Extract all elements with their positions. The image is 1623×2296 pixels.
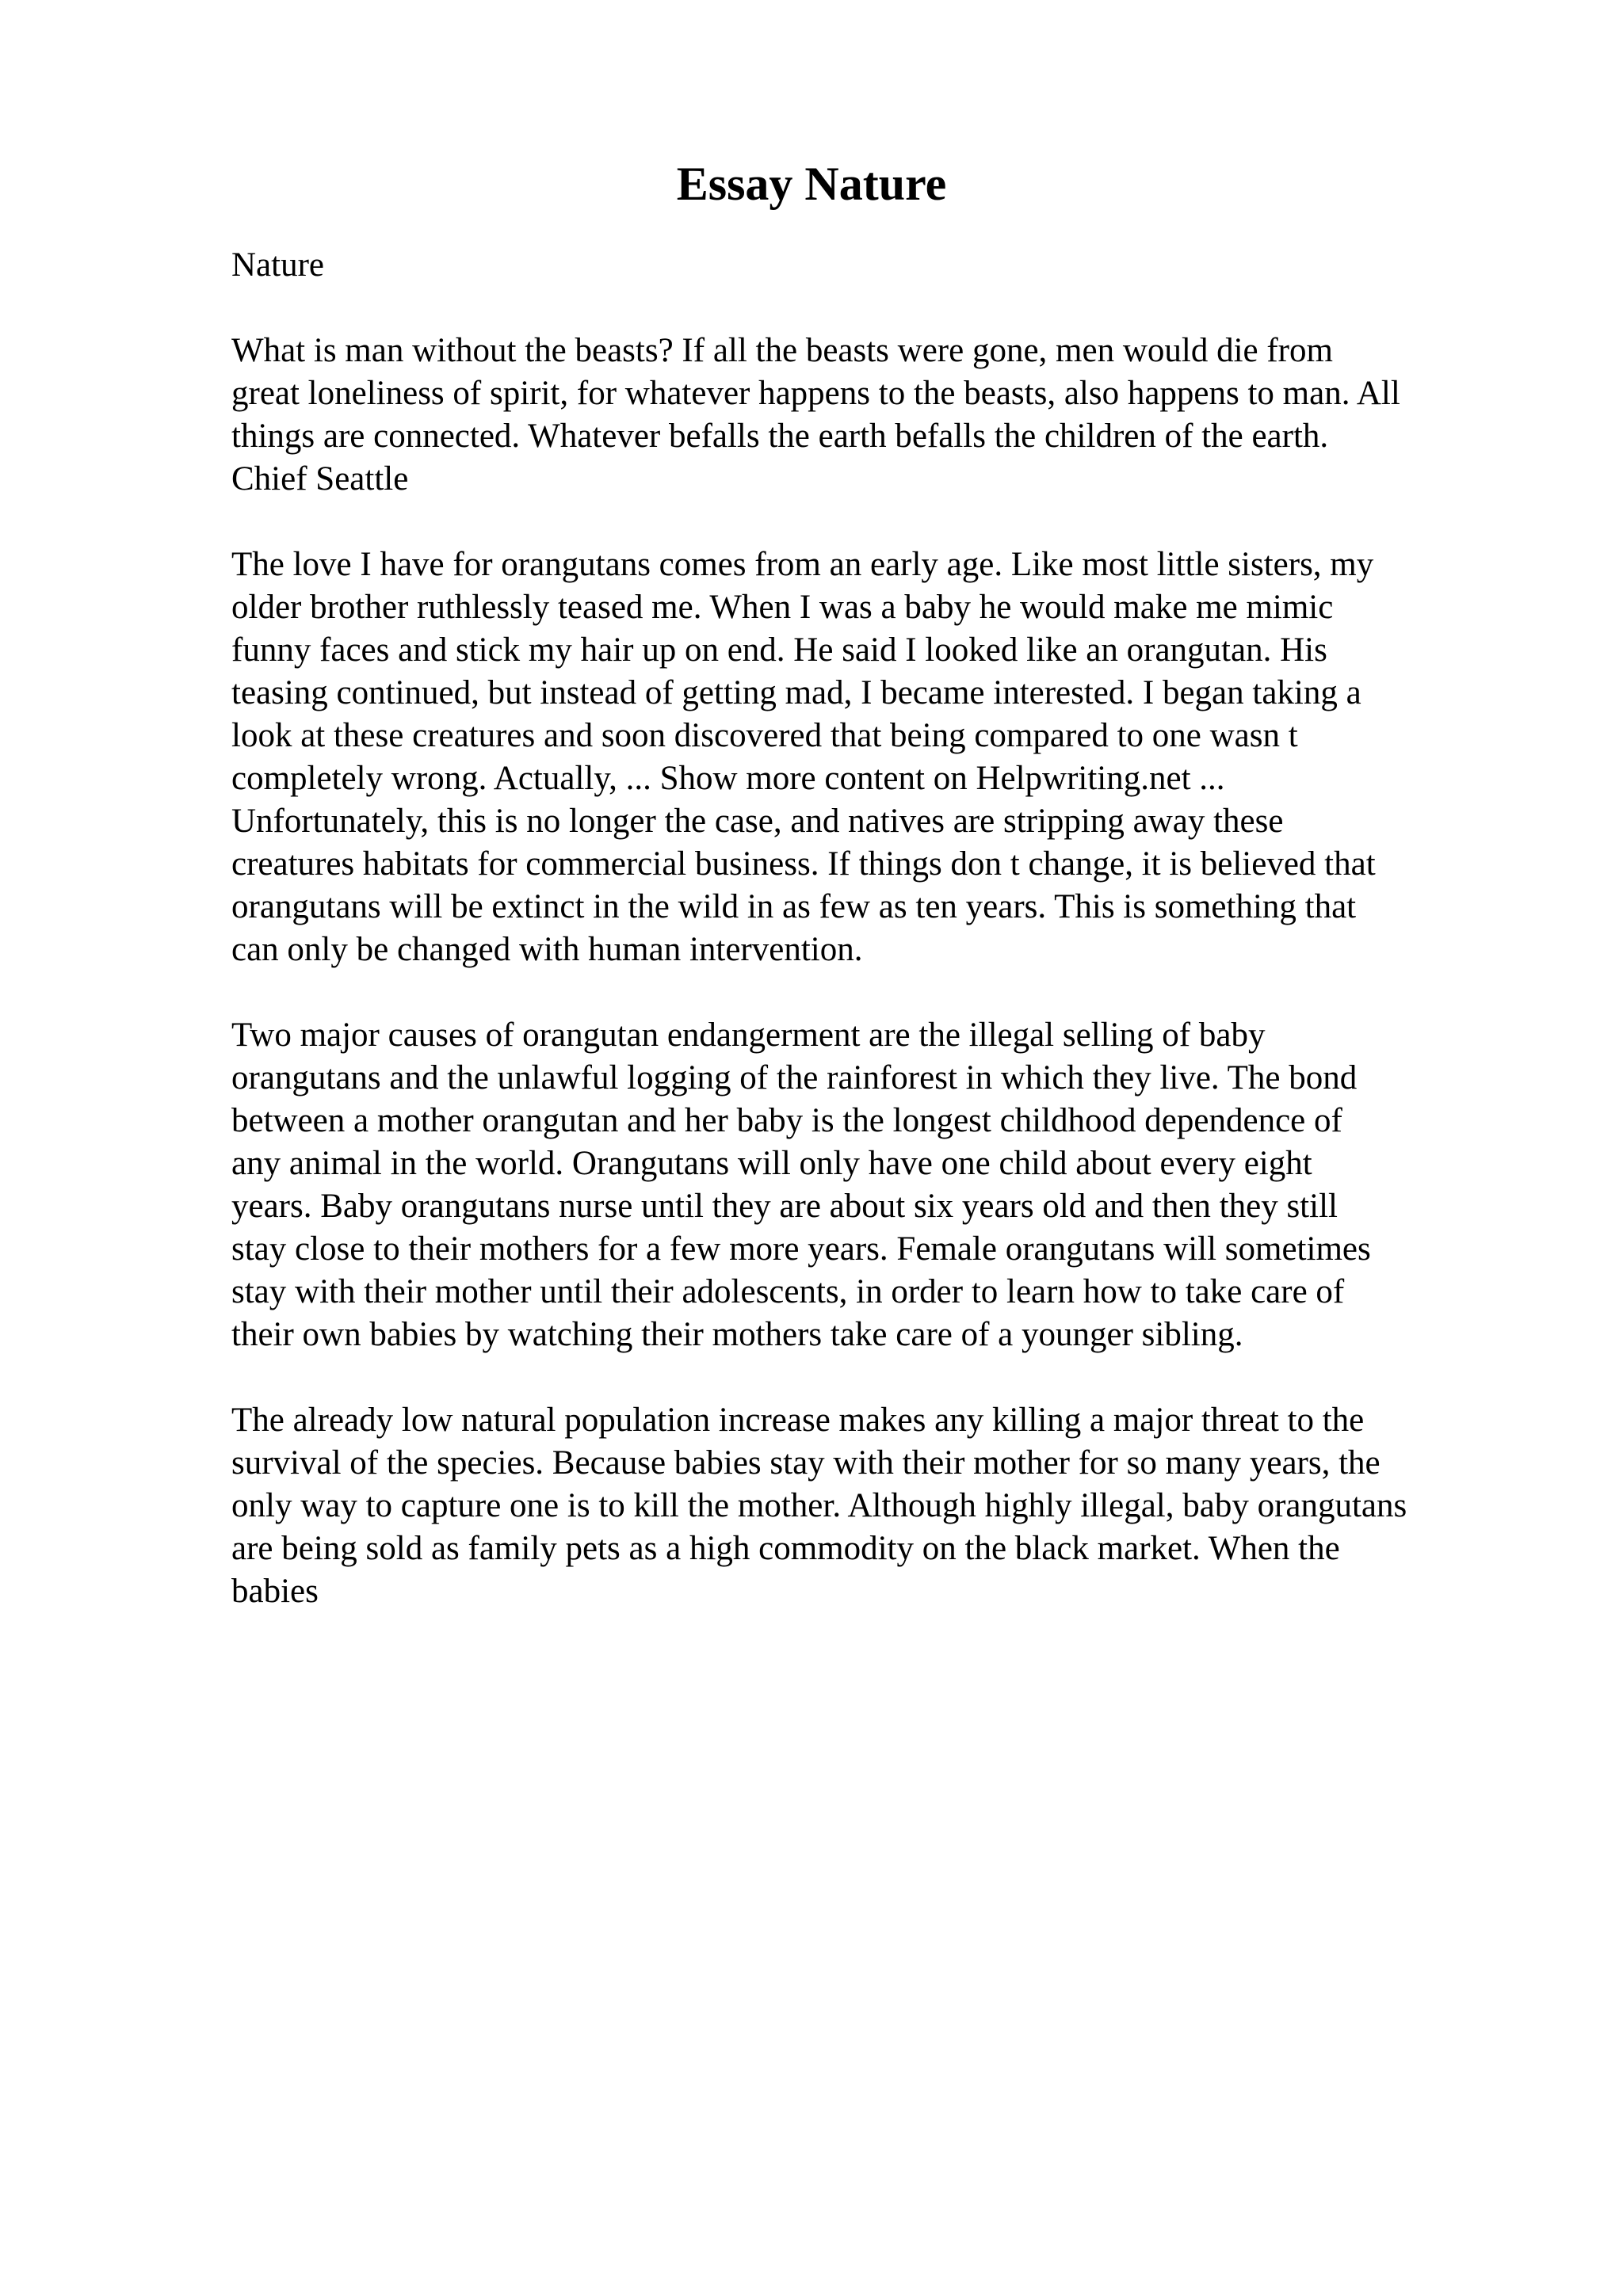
text-line: are being sold as family pets as a high commodity on the black market. When the — [231, 1530, 1340, 1567]
text-line: can only be changed with human intervention. — [231, 931, 863, 968]
text-line: teasing continued, but instead of getting mad, I became interested. I began taking a — [231, 674, 1361, 711]
text-line: great loneliness of spirit, for whatever happens to the beasts, also happens to man. All — [231, 375, 1400, 412]
text-line: Two major causes of orangutan endangerment are the illegal selling of baby — [231, 1016, 1266, 1054]
document-body — [231, 244, 1515, 1656]
text-line: their own babies by watching their mothers take care of a younger sibling. — [231, 1316, 1243, 1353]
text-line: stay with their mother until their adolescents, in order to learn how to take care of — [231, 1273, 1345, 1310]
text-line: things are connected. Whatever befalls the earth befalls the children of the earth. — [231, 418, 1329, 455]
text-line: Chief Seattle — [231, 460, 409, 498]
text-line: Unfortunately, this is no longer the case, and natives are stripping away these — [231, 803, 1284, 840]
text-line: What is man without the beasts? If all the beasts were gone, men would die from — [231, 332, 1333, 369]
document-subtitle: Nature — [231, 246, 324, 284]
paragraph-3 — [231, 1014, 1515, 1356]
paragraph-2 — [231, 543, 1515, 971]
text-line: older brother ruthlessly teased me. When I was a baby he would make me mimic — [231, 589, 1334, 626]
text-line: years. Baby orangutans nurse until they are about six years old and then they still — [231, 1188, 1338, 1225]
text-line: only way to capture one is to kill the mother. Although highly illegal, baby orangutans — [231, 1487, 1407, 1524]
text-line: look at these creatures and soon discovered that being compared to one wasn t — [231, 717, 1298, 754]
paragraph-1 — [231, 330, 1515, 501]
text-line: any animal in the world. Orangutans will only have one child about every eight — [231, 1145, 1312, 1182]
text-line: between a mother orangutan and her baby is the longest childhood dependence of — [231, 1102, 1342, 1139]
text-line: orangutans and the unlawful logging of the rainforest in which they live. The bond — [231, 1059, 1358, 1097]
document-title: Essay Nature — [676, 158, 947, 210]
text-line: The already low natural population increase makes any killing a major threat to the — [231, 1402, 1365, 1439]
paragraph-4 — [231, 1399, 1515, 1613]
text-line: stay close to their mothers for a few more years. Female orangutans will sometimes — [231, 1230, 1371, 1268]
text-line: survival of the species. Because babies stay with their mother for so many years, the — [231, 1444, 1381, 1482]
text-line: babies — [231, 1573, 319, 1610]
text-line: The love I have for orangutans comes from an early age. Like most little sisters, my — [231, 546, 1374, 583]
text-line: funny faces and stick my hair up on end. He said I looked like an orangutan. His — [231, 631, 1327, 669]
text-line: orangutans will be extinct in the wild in as few as ten years. This is something that — [231, 888, 1357, 925]
text-line: creatures habitats for commercial business. If things don t change, it is believed that — [231, 845, 1376, 883]
text-line: completely wrong. Actually, ... Show more content on Helpwriting.net ... — [231, 760, 1225, 797]
